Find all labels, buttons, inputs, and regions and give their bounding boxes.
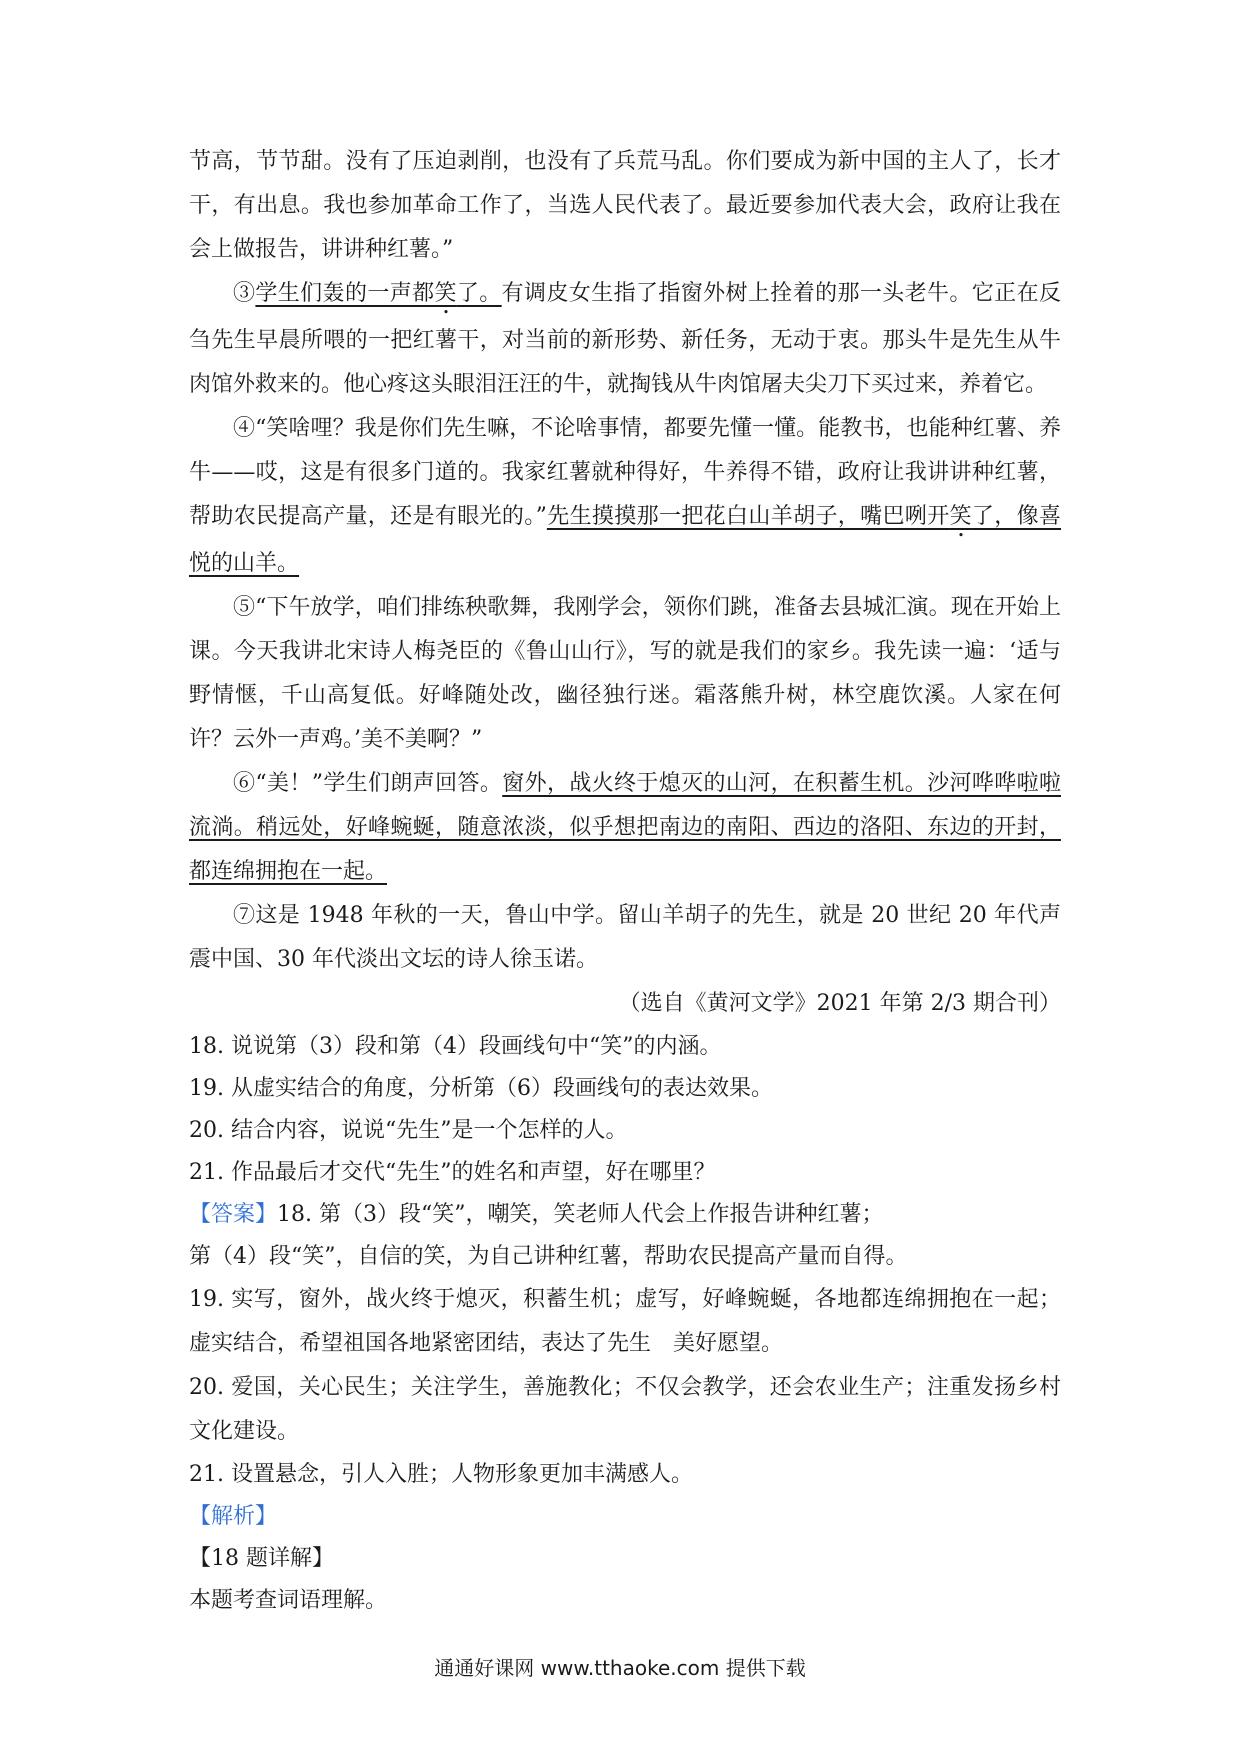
emphasis-dot-word: 笑 (434, 281, 457, 306)
paragraph-number: ③ (233, 281, 256, 306)
answer-20: 20. 爱国，关心民生；关注学生，善施教化；不仅会教学，还会农业生产；注重发扬乡村文化建设。 (189, 1375, 1061, 1444)
answer-tag: 【答案】 (189, 1202, 278, 1227)
answer-21: 21. 设置悬念，引人入胜；人物形象更加丰满感人。 (189, 1462, 693, 1487)
answer-19: 19. 实写，窗外，战火终于熄灭，积蓄生机；虚写，好峰蜿蜒，各地都连绵拥抱在一起；虚实结合，希望祖国各地紧密团结，表达了先生 美好愿望。 (189, 1287, 1061, 1356)
paragraph-continued: 节高，节节甜。没有了压迫剥削，也没有了兵荒马乱。你们要成为新中国的主人了，长才干，有出息。我也参加革命工作了，当选人民代表了。最近要参加代表大会，政府让我在会上做报告，讲讲种红薯。” (189, 149, 1061, 262)
paragraph-7: ⑦这是 1948 年秋的一天，鲁山中学。留山羊胡子的先生，就是 20 世纪 20 年代声震中国、30 年代淡出文坛的诗人徐玉诺。 (189, 903, 1061, 972)
underlined-sentence-p6: 窗外，战火终于熄灭的山河，在积蓄生机。沙河哗哗啦啦流淌。稍远处，好峰蜿蜒，随意浓淡，似乎想把南边的南阳、西边的洛阳、东边的开封，都连绵拥抱在一起。 (189, 771, 1061, 884)
paragraph-6: ⑥“美！”学生们朗声回答。窗外，战火终于熄灭的山河，在积蓄生机。沙河哗哗啦啦流淌。稍远处，好峰蜿蜒，随意浓淡，似乎想把南边的南阳、西边的洛阳、东边的开封，都连绵拥抱在一起。 (189, 771, 1061, 884)
answer-18-line-1: 【答案】18. 第（3）段“笑”，嘲笑，笑老师人代会上作报告讲种红薯； (189, 1202, 884, 1227)
answer-18-line-2: 第（4）段“笑”，自信的笑，为自己讲种红薯，帮助农民提高产量而自得。 (189, 1244, 908, 1269)
question-item: 21. 作品最后才交代“先生”的姓名和声望，好在哪里？ (189, 1160, 716, 1185)
question-item: 19. 从虚实结合的角度，分析第（6）段画线句的表达效果。 (189, 1076, 773, 1101)
question-list (189, 1026, 1061, 1194)
question-item: 18. 说说第（3）段和第（4）段画线句中“笑”的内涵。 (189, 1034, 722, 1059)
paragraph-4: ④“笑啥哩？我是你们先生嘛，不论啥事情，都要先懂一懂。能教书，也能种红薯、养牛——哎，这是有很多门道的。我家红薯就种得好，牛养得不错，政府让我讲讲种红薯，帮助农民提高产量，还是有眼光的。”先生摸摸那一把花白山羊胡子，嘴巴咧开笑了，像喜悦的山羊。 (189, 416, 1061, 576)
underlined-sentence-p3: 学生们轰的一声都笑了。 (255, 281, 502, 306)
paragraph-5: ⑤“下午放学，咱们排练秧歌舞，我刚学会，领你们跳，准备去县城汇演。现在开始上课。今天我讲北宋诗人梅尧臣的《鲁山山行》，写的就是我们的家乡。我先读一遍：‘适与野情惬，千山高复低。好峰随处改，幽径独行迷。霜落熊升树，林空鹿饮溪。人家在何许？云外一声鸡。’美不美啊？” (189, 595, 1061, 752)
analysis-line: 本题考查词语理解。 (189, 1588, 388, 1613)
underlined-sentence-p4: 先生摸摸那一把花白山羊胡子，嘴巴咧开笑了，像喜悦的山羊。 (189, 504, 1061, 576)
emphasis-dot-word: 笑 (949, 504, 972, 529)
question-item: 20. 结合内容，说说“先生”是一个怎样的人。 (189, 1118, 628, 1143)
paragraph-3: ③学生们轰的一声都笑了。有调皮女生指了指窗外树上拴着的那一头老牛。它正在反刍先生早晨所喂的一把红薯干，对当前的新形势、新任务，无动于衷。那头牛是先生从牛肉馆外救来的。他心疼这头眼泪汪汪的牛，就掏钱从牛肉馆屠夫尖刀下买过来，养着它。 (189, 281, 1061, 397)
source-citation: （选自《黄河文学》2021 年第 2/3 期合刊） (618, 991, 1061, 1016)
analysis-tag: 【解析】 (189, 1504, 278, 1529)
document-body (189, 140, 1061, 1622)
page-footer: 通通好课网 www.tthaoke.com 提供下载 (434, 1656, 806, 1680)
analysis-subheading: 【18 题详解】 (189, 1546, 334, 1571)
